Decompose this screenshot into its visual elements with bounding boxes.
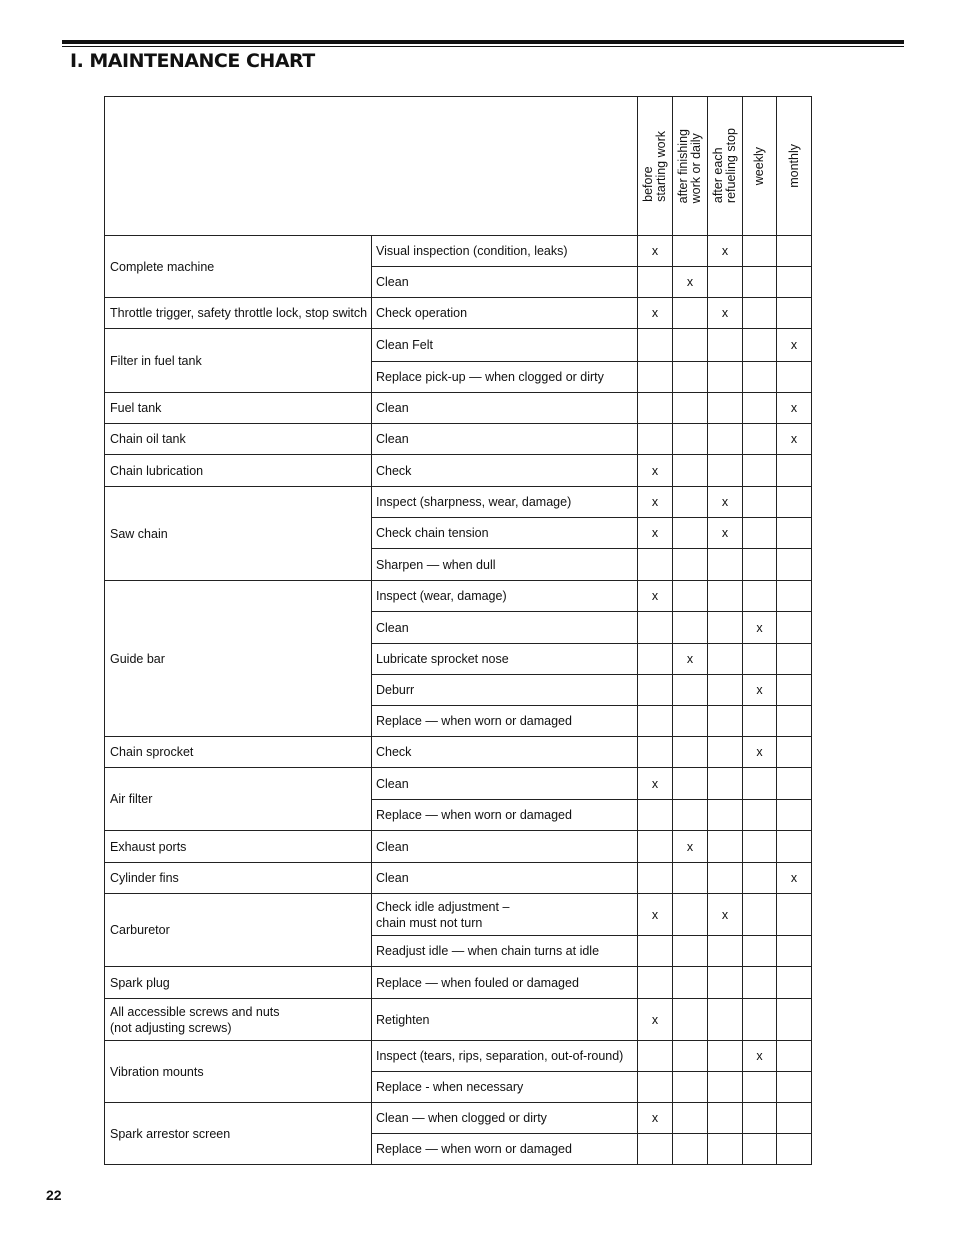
action-cell: Clean — when clogged or dirty — [372, 1103, 638, 1134]
schedule-mark-cell — [743, 1103, 777, 1134]
schedule-mark-cell: x — [673, 267, 708, 298]
table-row — [105, 424, 812, 455]
action-cell: Replace pick-up — when clogged or dirty — [372, 362, 638, 393]
schedule-mark-cell: x — [673, 831, 708, 863]
table-row — [105, 487, 812, 518]
component-cell: Air filter — [105, 768, 372, 831]
schedule-mark-cell — [708, 329, 743, 362]
table-row — [105, 1103, 812, 1134]
schedule-mark-cell — [673, 518, 708, 549]
action-cell: Clean Felt — [372, 329, 638, 362]
schedule-mark-cell: x — [638, 768, 673, 800]
schedule-mark-cell — [777, 1134, 812, 1165]
schedule-mark-cell — [777, 487, 812, 518]
table-row — [105, 329, 812, 362]
schedule-mark-cell — [673, 455, 708, 487]
schedule-mark-cell: x — [777, 393, 812, 424]
schedule-mark-cell — [743, 768, 777, 800]
schedule-mark-cell: x — [638, 1103, 673, 1134]
schedule-mark-cell — [673, 487, 708, 518]
schedule-mark-cell — [743, 644, 777, 675]
action-cell: Replace — when fouled or damaged — [372, 967, 638, 999]
action-cell: Lubricate sprocket nose — [372, 644, 638, 675]
schedule-mark-cell — [708, 455, 743, 487]
schedule-mark-cell — [743, 424, 777, 455]
schedule-mark-cell — [638, 644, 673, 675]
schedule-mark-cell — [708, 1072, 743, 1103]
component-cell: Chain oil tank — [105, 424, 372, 455]
schedule-mark-cell — [673, 1072, 708, 1103]
schedule-mark-cell: x — [638, 487, 673, 518]
schedule-mark-cell — [777, 800, 812, 831]
schedule-mark-cell: x — [673, 644, 708, 675]
action-cell: Replace — when worn or damaged — [372, 706, 638, 737]
action-cell: Check — [372, 455, 638, 487]
maintenance-chart-table — [104, 96, 812, 1165]
schedule-mark-cell — [743, 518, 777, 549]
table-row — [105, 831, 812, 863]
schedule-mark-cell — [777, 737, 812, 768]
schedule-mark-cell — [743, 863, 777, 894]
schedule-mark-cell: x — [708, 487, 743, 518]
table-row — [105, 768, 812, 800]
schedule-mark-cell — [743, 1134, 777, 1165]
schedule-mark-cell — [743, 1072, 777, 1103]
schedule-mark-cell — [777, 298, 812, 329]
schedule-mark-cell — [638, 1072, 673, 1103]
schedule-mark-cell — [743, 936, 777, 967]
schedule-mark-cell: x — [638, 999, 673, 1041]
action-cell: Inspect (sharpness, wear, damage) — [372, 487, 638, 518]
schedule-mark-cell — [708, 800, 743, 831]
schedule-mark-cell — [673, 863, 708, 894]
header-monthly: monthly — [777, 97, 812, 236]
table-row — [105, 455, 812, 487]
schedule-mark-cell — [638, 675, 673, 706]
schedule-mark-cell — [743, 236, 777, 267]
schedule-mark-cell — [673, 424, 708, 455]
action-cell: Replace - when necessary — [372, 1072, 638, 1103]
schedule-mark-cell — [708, 863, 743, 894]
schedule-mark-cell — [743, 831, 777, 863]
schedule-mark-cell — [638, 393, 673, 424]
schedule-mark-cell — [743, 800, 777, 831]
schedule-mark-cell — [708, 267, 743, 298]
schedule-mark-cell — [777, 549, 812, 581]
schedule-mark-cell: x — [638, 518, 673, 549]
schedule-mark-cell: x — [743, 675, 777, 706]
schedule-mark-cell — [708, 831, 743, 863]
schedule-mark-cell — [708, 936, 743, 967]
action-cell: Clean — [372, 768, 638, 800]
schedule-mark-cell — [777, 267, 812, 298]
schedule-mark-cell — [777, 1103, 812, 1134]
action-cell: Check chain tension — [372, 518, 638, 549]
action-cell: Check operation — [372, 298, 638, 329]
action-cell: Check — [372, 737, 638, 768]
header-row — [105, 97, 812, 236]
action-cell: Clean — [372, 393, 638, 424]
schedule-mark-cell: x — [777, 863, 812, 894]
schedule-mark-cell — [673, 581, 708, 612]
schedule-mark-cell — [777, 768, 812, 800]
schedule-mark-cell — [743, 706, 777, 737]
schedule-mark-cell — [638, 967, 673, 999]
header-before-starting-work: before starting work — [638, 97, 673, 236]
schedule-mark-cell — [777, 967, 812, 999]
schedule-mark-cell — [638, 936, 673, 967]
schedule-mark-cell: x — [743, 1041, 777, 1072]
schedule-mark-cell — [708, 581, 743, 612]
schedule-mark-cell — [743, 362, 777, 393]
schedule-mark-cell — [673, 362, 708, 393]
table-row — [105, 894, 812, 936]
schedule-mark-cell — [673, 768, 708, 800]
schedule-mark-cell: x — [743, 737, 777, 768]
component-cell: Complete machine — [105, 236, 372, 298]
schedule-mark-cell — [673, 894, 708, 936]
schedule-mark-cell — [708, 424, 743, 455]
schedule-mark-cell — [777, 612, 812, 644]
action-cell: Clean — [372, 612, 638, 644]
component-cell: Fuel tank — [105, 393, 372, 424]
schedule-mark-cell — [708, 768, 743, 800]
schedule-mark-cell — [743, 581, 777, 612]
top-rule-thin — [62, 46, 904, 47]
schedule-mark-cell — [673, 1103, 708, 1134]
action-cell: Clean — [372, 424, 638, 455]
schedule-mark-cell — [708, 644, 743, 675]
schedule-mark-cell — [673, 967, 708, 999]
schedule-mark-cell — [777, 581, 812, 612]
table-row — [105, 298, 812, 329]
schedule-mark-cell — [638, 1134, 673, 1165]
schedule-mark-cell — [673, 999, 708, 1041]
schedule-mark-cell — [673, 236, 708, 267]
schedule-mark-cell — [708, 612, 743, 644]
schedule-mark-cell — [777, 455, 812, 487]
schedule-mark-cell — [673, 675, 708, 706]
schedule-mark-cell — [743, 455, 777, 487]
schedule-mark-cell — [743, 487, 777, 518]
table-row — [105, 1041, 812, 1072]
schedule-mark-cell — [673, 1041, 708, 1072]
schedule-mark-cell: x — [708, 298, 743, 329]
schedule-mark-cell — [638, 612, 673, 644]
action-cell: Clean — [372, 831, 638, 863]
schedule-mark-cell — [638, 863, 673, 894]
schedule-mark-cell — [673, 612, 708, 644]
action-cell: Readjust idle — when chain turns at idle — [372, 936, 638, 967]
component-cell: Saw chain — [105, 487, 372, 581]
top-rule-thick — [62, 40, 904, 44]
schedule-mark-cell: x — [743, 612, 777, 644]
page-title: I. MAINTENANCE CHART — [70, 50, 315, 72]
schedule-mark-cell: x — [638, 455, 673, 487]
schedule-mark-cell — [743, 967, 777, 999]
schedule-mark-cell — [708, 549, 743, 581]
component-cell: Throttle trigger, safety throttle lock, stop switch — [105, 298, 372, 329]
action-cell: Deburr — [372, 675, 638, 706]
component-cell: All accessible screws and nuts (not adjusting screws) — [105, 999, 372, 1041]
schedule-mark-cell — [777, 518, 812, 549]
schedule-mark-cell — [708, 706, 743, 737]
action-cell: Inspect (wear, damage) — [372, 581, 638, 612]
component-cell: Exhaust ports — [105, 831, 372, 863]
schedule-mark-cell — [708, 737, 743, 768]
schedule-mark-cell — [673, 800, 708, 831]
header-blank-component — [105, 97, 372, 236]
action-cell: Clean — [372, 863, 638, 894]
schedule-mark-cell — [708, 393, 743, 424]
action-cell: Visual inspection (condition, leaks) — [372, 236, 638, 267]
schedule-mark-cell: x — [777, 424, 812, 455]
schedule-mark-cell — [777, 362, 812, 393]
action-cell: Sharpen — when dull — [372, 549, 638, 581]
schedule-mark-cell — [708, 1103, 743, 1134]
component-cell: Chain sprocket — [105, 737, 372, 768]
schedule-mark-cell — [673, 1134, 708, 1165]
schedule-mark-cell — [708, 362, 743, 393]
header-after-work-daily: after finishing work or daily — [673, 97, 708, 236]
schedule-mark-cell — [638, 831, 673, 863]
component-cell: Carburetor — [105, 894, 372, 967]
schedule-mark-cell — [777, 894, 812, 936]
schedule-mark-cell — [638, 267, 673, 298]
schedule-mark-cell — [777, 236, 812, 267]
page-number: 22 — [46, 1187, 62, 1203]
schedule-mark-cell — [743, 393, 777, 424]
schedule-mark-cell — [777, 936, 812, 967]
component-cell: Guide bar — [105, 581, 372, 737]
action-cell: Check idle adjustment – chain must not turn — [372, 894, 638, 936]
schedule-mark-cell — [638, 549, 673, 581]
table-row — [105, 236, 812, 267]
schedule-mark-cell: x — [638, 894, 673, 936]
schedule-mark-cell — [673, 329, 708, 362]
schedule-mark-cell — [708, 1134, 743, 1165]
schedule-mark-cell — [777, 644, 812, 675]
schedule-mark-cell — [708, 967, 743, 999]
schedule-mark-cell: x — [638, 298, 673, 329]
schedule-mark-cell — [673, 298, 708, 329]
schedule-mark-cell: x — [638, 236, 673, 267]
component-cell: Spark arrestor screen — [105, 1103, 372, 1165]
schedule-mark-cell — [673, 737, 708, 768]
schedule-mark-cell — [673, 936, 708, 967]
schedule-mark-cell — [673, 549, 708, 581]
table-row — [105, 737, 812, 768]
schedule-mark-cell — [777, 675, 812, 706]
action-cell: Replace — when worn or damaged — [372, 800, 638, 831]
component-cell: Filter in fuel tank — [105, 329, 372, 393]
schedule-mark-cell — [743, 298, 777, 329]
action-cell: Inspect (tears, rips, separation, out-of-round) — [372, 1041, 638, 1072]
schedule-mark-cell — [743, 999, 777, 1041]
table-row — [105, 999, 812, 1041]
table-row — [105, 581, 812, 612]
schedule-mark-cell — [673, 393, 708, 424]
schedule-mark-cell — [638, 737, 673, 768]
schedule-mark-cell — [777, 1072, 812, 1103]
schedule-mark-cell — [777, 706, 812, 737]
schedule-mark-cell: x — [708, 894, 743, 936]
schedule-mark-cell — [743, 267, 777, 298]
header-after-refueling: after each refueling stop — [708, 97, 743, 236]
table-row — [105, 863, 812, 894]
action-cell: Replace — when worn or damaged — [372, 1134, 638, 1165]
schedule-mark-cell — [638, 706, 673, 737]
schedule-mark-cell — [673, 706, 708, 737]
schedule-mark-cell: x — [708, 236, 743, 267]
schedule-mark-cell — [708, 675, 743, 706]
component-cell: Spark plug — [105, 967, 372, 999]
schedule-mark-cell — [777, 831, 812, 863]
component-cell: Cylinder fins — [105, 863, 372, 894]
schedule-mark-cell — [638, 424, 673, 455]
schedule-mark-cell — [708, 1041, 743, 1072]
schedule-mark-cell: x — [708, 518, 743, 549]
schedule-mark-cell — [743, 329, 777, 362]
header-blank-action — [372, 97, 638, 236]
action-cell: Retighten — [372, 999, 638, 1041]
schedule-mark-cell: x — [777, 329, 812, 362]
schedule-mark-cell — [743, 549, 777, 581]
header-weekly: weekly — [743, 97, 777, 236]
schedule-mark-cell — [638, 800, 673, 831]
table-row — [105, 967, 812, 999]
action-cell: Clean — [372, 267, 638, 298]
schedule-mark-cell — [638, 329, 673, 362]
schedule-mark-cell — [708, 999, 743, 1041]
component-cell: Chain lubrication — [105, 455, 372, 487]
table-row — [105, 393, 812, 424]
schedule-mark-cell — [638, 362, 673, 393]
schedule-mark-cell — [777, 999, 812, 1041]
schedule-mark-cell — [743, 894, 777, 936]
schedule-mark-cell: x — [638, 581, 673, 612]
schedule-mark-cell — [638, 1041, 673, 1072]
chart-body — [105, 236, 812, 1165]
schedule-mark-cell — [777, 1041, 812, 1072]
component-cell: Vibration mounts — [105, 1041, 372, 1103]
